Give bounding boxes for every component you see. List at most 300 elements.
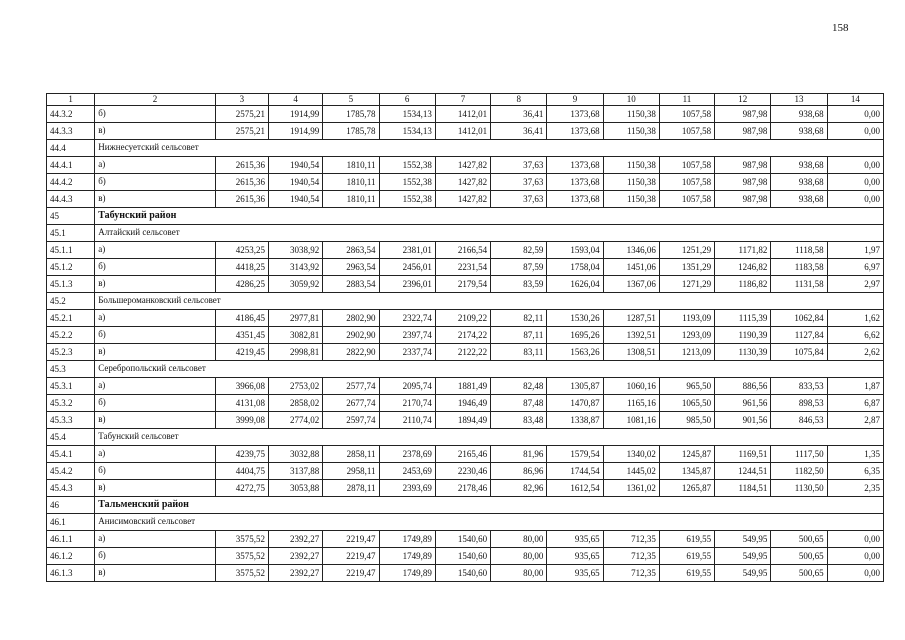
table-cell: 0,00 xyxy=(827,565,883,582)
table-cell: 1351,29 xyxy=(659,259,714,276)
table-cell: 1612,54 xyxy=(547,480,603,497)
column-header: 1 xyxy=(47,94,95,106)
table-cell: 2,35 xyxy=(827,480,883,497)
row-code: 45.2.1 xyxy=(47,310,95,327)
table-row xyxy=(47,327,884,344)
table-cell: 1367,06 xyxy=(603,276,659,293)
table-cell: 1540,60 xyxy=(435,565,490,582)
table-cell: 1940,54 xyxy=(269,174,323,191)
table-cell: 37,63 xyxy=(491,157,547,174)
table-cell: 2392,27 xyxy=(269,531,323,548)
column-header: 11 xyxy=(659,94,714,106)
table-cell: 1373,68 xyxy=(547,191,603,208)
table-cell: 0,00 xyxy=(827,106,883,123)
row-code: 44.3.3 xyxy=(47,123,95,140)
table-row xyxy=(47,174,884,191)
table-cell: 1150,38 xyxy=(603,123,659,140)
table-cell: 2677,74 xyxy=(323,395,379,412)
table-cell: 0,00 xyxy=(827,174,883,191)
column-header: 2 xyxy=(95,94,216,106)
table-cell: 2878,11 xyxy=(323,480,379,497)
table-cell: 3082,81 xyxy=(269,327,323,344)
table-cell: 1749,89 xyxy=(379,531,435,548)
table-cell: 6,62 xyxy=(827,327,883,344)
table-cell: 712,35 xyxy=(603,548,659,565)
table-cell: 1183,58 xyxy=(771,259,827,276)
table-cell: 1534,13 xyxy=(379,123,435,140)
table-row xyxy=(47,531,884,548)
district-row xyxy=(47,208,884,225)
table-cell: 1169,51 xyxy=(715,446,771,463)
table-cell: 1338,87 xyxy=(547,412,603,429)
table-cell: 37,63 xyxy=(491,191,547,208)
table-row xyxy=(47,446,884,463)
table-cell: 987,98 xyxy=(715,106,771,123)
table-cell: 1894,49 xyxy=(435,412,490,429)
table-cell: 1057,58 xyxy=(659,123,714,140)
table-cell: 2615,36 xyxy=(215,191,268,208)
table-header xyxy=(47,94,884,106)
table-cell: 1065,50 xyxy=(659,395,714,412)
table-cell: 1940,54 xyxy=(269,191,323,208)
table-cell: 1081,16 xyxy=(603,412,659,429)
table-cell: 1271,29 xyxy=(659,276,714,293)
row-code: 45 xyxy=(47,208,95,225)
row-code: 44.4.2 xyxy=(47,174,95,191)
table-cell: 1940,54 xyxy=(269,157,323,174)
table-cell: 2958,11 xyxy=(323,463,379,480)
table-cell: 4219,45 xyxy=(215,344,268,361)
table-cell: 500,65 xyxy=(771,565,827,582)
table-cell: 1265,87 xyxy=(659,480,714,497)
table-cell: 1470,87 xyxy=(547,395,603,412)
table-cell: 1150,38 xyxy=(603,174,659,191)
table-cell: 935,65 xyxy=(547,565,603,582)
council-row xyxy=(47,514,884,531)
row-code: 46.1.1 xyxy=(47,531,95,548)
column-header: 10 xyxy=(603,94,659,106)
section-title: Табунский сельсовет xyxy=(95,429,884,446)
table-cell: 935,65 xyxy=(547,548,603,565)
table-cell: 987,98 xyxy=(715,157,771,174)
table-cell: 4418,25 xyxy=(215,259,268,276)
table-cell: 2753,02 xyxy=(269,378,323,395)
table-cell: 1340,02 xyxy=(603,446,659,463)
column-header: 7 xyxy=(435,94,490,106)
table-cell: 1186,82 xyxy=(715,276,771,293)
row-label: б) xyxy=(95,395,216,412)
table-cell: 1451,06 xyxy=(603,259,659,276)
table-cell: 2392,27 xyxy=(269,548,323,565)
table-cell: 549,95 xyxy=(715,531,771,548)
table-cell: 1130,39 xyxy=(715,344,771,361)
council-row xyxy=(47,429,884,446)
table-cell: 2178,46 xyxy=(435,480,490,497)
table-row xyxy=(47,480,884,497)
table-cell: 1057,58 xyxy=(659,174,714,191)
table-cell: 83,59 xyxy=(491,276,547,293)
table-cell: 1427,82 xyxy=(435,191,490,208)
table-cell: 1810,11 xyxy=(323,174,379,191)
table-cell: 1345,87 xyxy=(659,463,714,480)
table-cell: 1412,01 xyxy=(435,123,490,140)
row-label: б) xyxy=(95,174,216,191)
table-cell: 82,96 xyxy=(491,480,547,497)
row-code: 45.2 xyxy=(47,293,95,310)
section-title: Нижнесуетский сельсовет xyxy=(95,140,884,157)
row-label: б) xyxy=(95,463,216,480)
table-cell: 2802,90 xyxy=(323,310,379,327)
table-cell: 1213,09 xyxy=(659,344,714,361)
table-cell: 2322,74 xyxy=(379,310,435,327)
row-code: 45.4.1 xyxy=(47,446,95,463)
row-label: а) xyxy=(95,242,216,259)
row-label: а) xyxy=(95,157,216,174)
table-cell: 2219,47 xyxy=(323,548,379,565)
table-cell: 2095,74 xyxy=(379,378,435,395)
table-cell: 4253,25 xyxy=(215,242,268,259)
table-cell: 1563,26 xyxy=(547,344,603,361)
column-header: 5 xyxy=(323,94,379,106)
table-cell: 1749,89 xyxy=(379,565,435,582)
row-label: б) xyxy=(95,259,216,276)
table-cell: 712,35 xyxy=(603,531,659,548)
row-code: 45.4.2 xyxy=(47,463,95,480)
row-code: 45.1.1 xyxy=(47,242,95,259)
table-row xyxy=(47,123,884,140)
council-row xyxy=(47,293,884,310)
column-header: 9 xyxy=(547,94,603,106)
row-label: а) xyxy=(95,446,216,463)
table-cell: 1127,84 xyxy=(771,327,827,344)
table-row xyxy=(47,395,884,412)
table-cell: 1293,09 xyxy=(659,327,714,344)
table-cell: 2597,74 xyxy=(323,412,379,429)
table-cell: 3053,88 xyxy=(269,480,323,497)
table-cell: 2174,22 xyxy=(435,327,490,344)
table-cell: 2397,74 xyxy=(379,327,435,344)
column-header: 6 xyxy=(379,94,435,106)
table-cell: 4186,45 xyxy=(215,310,268,327)
table-cell: 2337,74 xyxy=(379,344,435,361)
table-cell: 0,00 xyxy=(827,157,883,174)
table-row xyxy=(47,548,884,565)
table-cell: 4404,75 xyxy=(215,463,268,480)
row-label: а) xyxy=(95,378,216,395)
row-label: б) xyxy=(95,327,216,344)
table-cell: 1305,87 xyxy=(547,378,603,395)
row-code: 45.1.2 xyxy=(47,259,95,276)
column-header: 4 xyxy=(269,94,323,106)
table-cell: 1165,16 xyxy=(603,395,659,412)
table-cell: 985,50 xyxy=(659,412,714,429)
table-cell: 2,97 xyxy=(827,276,883,293)
table-cell: 1881,49 xyxy=(435,378,490,395)
table-cell: 1744,54 xyxy=(547,463,603,480)
table-row xyxy=(47,106,884,123)
table-cell: 82,11 xyxy=(491,310,547,327)
table-cell: 2179,54 xyxy=(435,276,490,293)
table-cell: 83,11 xyxy=(491,344,547,361)
table-row xyxy=(47,565,884,582)
table-cell: 4239,75 xyxy=(215,446,268,463)
table-cell: 1427,82 xyxy=(435,157,490,174)
row-label: а) xyxy=(95,310,216,327)
table-cell: 81,96 xyxy=(491,446,547,463)
table-cell: 2615,36 xyxy=(215,157,268,174)
table-cell: 1373,68 xyxy=(547,123,603,140)
section-title: Тальменский район xyxy=(95,497,884,514)
table-cell: 2977,81 xyxy=(269,310,323,327)
table-cell: 938,68 xyxy=(771,123,827,140)
row-code: 45.4 xyxy=(47,429,95,446)
table-cell: 1540,60 xyxy=(435,531,490,548)
table-cell: 2774,02 xyxy=(269,412,323,429)
table-cell: 1,87 xyxy=(827,378,883,395)
table-cell: 4272,75 xyxy=(215,480,268,497)
table-cell: 3575,52 xyxy=(215,548,268,565)
table-row xyxy=(47,412,884,429)
table-cell: 938,68 xyxy=(771,191,827,208)
table-cell: 1593,04 xyxy=(547,242,603,259)
row-code: 44.3.2 xyxy=(47,106,95,123)
table-cell: 36,41 xyxy=(491,123,547,140)
row-code: 46.1 xyxy=(47,514,95,531)
row-label: в) xyxy=(95,276,216,293)
table-cell: 2378,69 xyxy=(379,446,435,463)
row-code: 44.4 xyxy=(47,140,95,157)
table-cell: 2998,81 xyxy=(269,344,323,361)
table-cell: 6,35 xyxy=(827,463,883,480)
table-cell: 87,11 xyxy=(491,327,547,344)
table-cell: 2393,69 xyxy=(379,480,435,497)
table-cell: 549,95 xyxy=(715,565,771,582)
row-code: 46.1.3 xyxy=(47,565,95,582)
table-cell: 2219,47 xyxy=(323,565,379,582)
table-row xyxy=(47,242,884,259)
table-cell: 2858,02 xyxy=(269,395,323,412)
table-cell: 6,97 xyxy=(827,259,883,276)
table-cell: 1914,99 xyxy=(269,106,323,123)
table-row xyxy=(47,378,884,395)
table-cell: 2110,74 xyxy=(379,412,435,429)
table-cell: 1427,82 xyxy=(435,174,490,191)
row-label: б) xyxy=(95,106,216,123)
table-cell: 2883,54 xyxy=(323,276,379,293)
table-cell: 1392,51 xyxy=(603,327,659,344)
table-cell: 1182,50 xyxy=(771,463,827,480)
table-cell: 1190,39 xyxy=(715,327,771,344)
table-cell: 1579,54 xyxy=(547,446,603,463)
table-cell: 619,55 xyxy=(659,548,714,565)
table-cell: 1,62 xyxy=(827,310,883,327)
table-cell: 1244,51 xyxy=(715,463,771,480)
table-cell: 1150,38 xyxy=(603,191,659,208)
row-label: в) xyxy=(95,565,216,582)
table-cell: 1130,50 xyxy=(771,480,827,497)
table-cell: 2381,01 xyxy=(379,242,435,259)
table-cell: 2577,74 xyxy=(323,378,379,395)
table-cell: 1057,58 xyxy=(659,191,714,208)
section-title: Алтайский сельсовет xyxy=(95,225,884,242)
row-code: 44.4.3 xyxy=(47,191,95,208)
table-cell: 2,87 xyxy=(827,412,883,429)
table-cell: 3059,92 xyxy=(269,276,323,293)
table-cell: 1251,29 xyxy=(659,242,714,259)
table-cell: 80,00 xyxy=(491,565,547,582)
table-cell: 619,55 xyxy=(659,531,714,548)
table-cell: 82,59 xyxy=(491,242,547,259)
row-code: 45.3.2 xyxy=(47,395,95,412)
table-cell: 4131,08 xyxy=(215,395,268,412)
table-cell: 846,53 xyxy=(771,412,827,429)
column-header: 12 xyxy=(715,94,771,106)
table-cell: 1,35 xyxy=(827,446,883,463)
row-code: 45.3 xyxy=(47,361,95,378)
table-cell: 1346,06 xyxy=(603,242,659,259)
table-cell: 2453,69 xyxy=(379,463,435,480)
table-cell: 2822,90 xyxy=(323,344,379,361)
column-header: 8 xyxy=(491,94,547,106)
table-cell: 3137,88 xyxy=(269,463,323,480)
district-row xyxy=(47,497,884,514)
table-cell: 1810,11 xyxy=(323,157,379,174)
table-cell: 1373,68 xyxy=(547,157,603,174)
row-label: в) xyxy=(95,480,216,497)
table-cell: 1171,82 xyxy=(715,242,771,259)
table-cell: 83,48 xyxy=(491,412,547,429)
table-cell: 1057,58 xyxy=(659,157,714,174)
table-cell: 1075,84 xyxy=(771,344,827,361)
column-header: 14 xyxy=(827,94,883,106)
table-cell: 0,00 xyxy=(827,548,883,565)
council-row xyxy=(47,225,884,242)
table-cell: 898,53 xyxy=(771,395,827,412)
table-cell: 1062,84 xyxy=(771,310,827,327)
table-cell: 1552,38 xyxy=(379,157,435,174)
table-cell: 1117,50 xyxy=(771,446,827,463)
table-cell: 4286,25 xyxy=(215,276,268,293)
table-cell: 3032,88 xyxy=(269,446,323,463)
table-cell: 1131,58 xyxy=(771,276,827,293)
table-cell: 961,56 xyxy=(715,395,771,412)
table-cell: 2122,22 xyxy=(435,344,490,361)
table-cell: 500,65 xyxy=(771,548,827,565)
table-cell: 3143,92 xyxy=(269,259,323,276)
table-cell: 2456,01 xyxy=(379,259,435,276)
table-row xyxy=(47,310,884,327)
section-title: Серебропольский сельсовет xyxy=(95,361,884,378)
table-cell: 1184,51 xyxy=(715,480,771,497)
row-label: в) xyxy=(95,412,216,429)
table-cell: 2963,54 xyxy=(323,259,379,276)
table-cell: 2,62 xyxy=(827,344,883,361)
row-code: 45.4.3 xyxy=(47,480,95,497)
row-code: 45.3.1 xyxy=(47,378,95,395)
table-cell: 1946,49 xyxy=(435,395,490,412)
table-cell: 1361,02 xyxy=(603,480,659,497)
table-cell: 965,50 xyxy=(659,378,714,395)
table-cell: 1552,38 xyxy=(379,174,435,191)
table-row xyxy=(47,463,884,480)
table-cell: 549,95 xyxy=(715,548,771,565)
table-cell: 37,63 xyxy=(491,174,547,191)
table-cell: 1412,01 xyxy=(435,106,490,123)
row-label: в) xyxy=(95,344,216,361)
table-cell: 935,65 xyxy=(547,531,603,548)
table-cell: 2396,01 xyxy=(379,276,435,293)
table-cell: 3575,52 xyxy=(215,531,268,548)
table-row xyxy=(47,344,884,361)
row-label: а) xyxy=(95,531,216,548)
table-row xyxy=(47,276,884,293)
table-cell: 2575,21 xyxy=(215,123,268,140)
table-cell: 1150,38 xyxy=(603,106,659,123)
table-cell: 1287,51 xyxy=(603,310,659,327)
table-cell: 1626,04 xyxy=(547,276,603,293)
table-cell: 3966,08 xyxy=(215,378,268,395)
table-cell: 938,68 xyxy=(771,157,827,174)
table-cell: 1245,87 xyxy=(659,446,714,463)
row-code: 45.1.3 xyxy=(47,276,95,293)
table-cell: 1150,38 xyxy=(603,157,659,174)
page-number: 158 xyxy=(832,22,849,34)
table-cell: 2615,36 xyxy=(215,174,268,191)
table-cell: 1540,60 xyxy=(435,548,490,565)
row-code: 45.2.3 xyxy=(47,344,95,361)
table-row xyxy=(47,259,884,276)
section-title: Анисимовский сельсовет xyxy=(95,514,884,531)
row-code: 46.1.2 xyxy=(47,548,95,565)
table-cell: 2858,11 xyxy=(323,446,379,463)
table-cell: 4351,45 xyxy=(215,327,268,344)
table-cell: 87,48 xyxy=(491,395,547,412)
row-code: 44.4.1 xyxy=(47,157,95,174)
table-cell: 2231,54 xyxy=(435,259,490,276)
table-cell: 1530,26 xyxy=(547,310,603,327)
row-code: 45.2.2 xyxy=(47,327,95,344)
table-cell: 1057,58 xyxy=(659,106,714,123)
table-cell: 1534,13 xyxy=(379,106,435,123)
table-cell: 500,65 xyxy=(771,531,827,548)
table-cell: 1445,02 xyxy=(603,463,659,480)
table-cell: 3038,92 xyxy=(269,242,323,259)
table-cell: 1308,51 xyxy=(603,344,659,361)
row-code: 45.3.3 xyxy=(47,412,95,429)
table-cell: 80,00 xyxy=(491,531,547,548)
table-row xyxy=(47,157,884,174)
table-cell: 2109,22 xyxy=(435,310,490,327)
table-cell: 86,96 xyxy=(491,463,547,480)
table-cell: 1695,26 xyxy=(547,327,603,344)
table-cell: 938,68 xyxy=(771,106,827,123)
table-cell: 3999,08 xyxy=(215,412,268,429)
table-cell: 712,35 xyxy=(603,565,659,582)
row-code: 46 xyxy=(47,497,95,514)
table-cell: 2575,21 xyxy=(215,106,268,123)
table-cell: 0,00 xyxy=(827,123,883,140)
table-cell: 2166,54 xyxy=(435,242,490,259)
table-cell: 1246,82 xyxy=(715,259,771,276)
table-row xyxy=(47,191,884,208)
table-cell: 0,00 xyxy=(827,531,883,548)
section-title: Табунский район xyxy=(95,208,884,225)
table-cell: 1193,09 xyxy=(659,310,714,327)
table-cell: 886,56 xyxy=(715,378,771,395)
table-cell: 1115,39 xyxy=(715,310,771,327)
table-cell: 833,53 xyxy=(771,378,827,395)
table-cell: 1785,78 xyxy=(323,123,379,140)
